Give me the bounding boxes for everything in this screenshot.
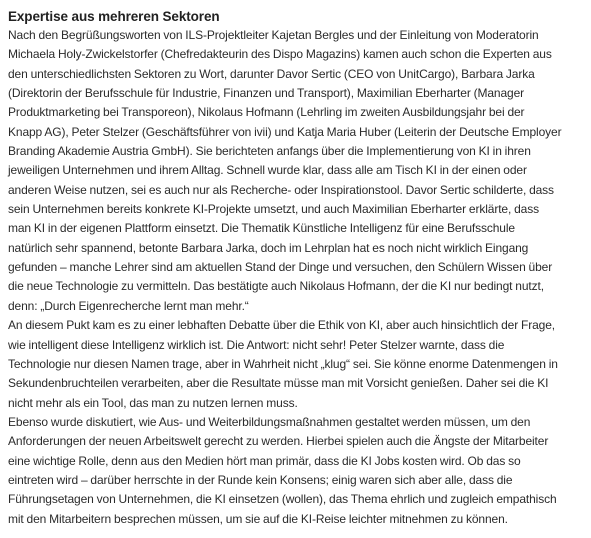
paragraph [8,26,591,316]
text-line: man KI in der eigenen Plattform einsetzt. Die Thematik Künstliche Intelligenz für eine Berufsschule [8,221,515,236]
text-line: mit den Mitarbeitern besprechen müssen, um sie auf die KI-Reise leichter mitnehmen zu können. [8,511,508,526]
text-line: Knapp AG), Peter Stelzer (Geschäftsführer von ivii) und Katja Maria Huber (Leiterin der Deutsche Employer [8,124,562,139]
text-line: Michaela Holy-Zwickelstorfer (Chefredakteurin des Dispo Magazins) kamen auch schon die Experten aus [8,47,552,62]
text-line: Sekundenbruchteilen verarbeiten, aber die Resultate müsse man mit Vorsicht genießen. Daher sei die KI [8,376,549,391]
section-heading: Expertise aus mehreren Sektoren [8,9,220,24]
text-line: jeweiligen Unternehmen und ihrem Alltag. Schnell wurde klar, dass alle am Tisch KI in der einen oder [8,163,527,178]
text-line: Ebenso wurde diskutiert, wie Aus- und Weiterbildungsmaßnahmen gestaltet werden müssen, um den [8,414,531,429]
text-line: Führungsetagen von Unternehmen, die KI einsetzen (wollen), das Thema ehrlich und zugleich empathisch [8,492,557,507]
text-line: denn: „Durch Eigenrecherche lernt man mehr.“ [8,298,249,313]
text-line: anderen Weise nutzen, sei es auch nur als Recherche- oder Inspirationstool. Davor Sertic schilderte, dass [8,182,554,197]
text-line: nicht mehr als ein Tool, das man zu nutzen lernen muss. [8,395,298,410]
text-line: Nach den Begrüßungsworten von ILS-Projektleiter Kajetan Bergles und der Einleitung von Moderatorin [8,28,539,42]
text-line: sein Unternehmen bereits konkrete KI-Projekte umsetzt, und auch Maximilian Eberharter erklärte, dass [8,202,539,217]
text-line: die neue Technologie zu vermitteln. Das bestätigte auch Nikolaus Hofmann, der die KI nur bedingt nutzt, [8,279,544,294]
text-line: eintreten wird – darüber herrschte in der Runde kein Konsens; einig waren sich aber alle, dass die [8,472,513,487]
text-line: gefunden – manche Lehrer sind am aktuellen Stand der Dinge und versuchen, den Schülern Wissen über [8,260,553,275]
article-body [8,26,591,529]
text-line: eine wichtige Rolle, denn aus den Medien hört man primär, dass die KI Jobs kosten wird. Ob das so [8,453,521,468]
text-line: den unterschiedlichsten Sektoren zu Wort, darunter Davor Sertic (CEO von UnitCargo), Barbara Jarka [8,66,535,81]
text-line: natürlich sehr spannend, betonte Barbara Jarka, doch im Lehrplan hat es noch nicht wirklich Eingang [8,240,529,255]
text-line: wie intelligent diese Intelligenz wirklich ist. Die Antwort: nicht sehr! Peter Stelzer warnte, dass die [8,337,505,352]
text-line: Anforderungen der neuen Arbeitswelt gerecht zu werden. Hierbei spielen auch die Ängste der Mitarbeiter [8,434,549,449]
text-line: Technologie nur diesen Namen trage, aber in Wahrheit nicht „klug“ sei. Sie könne enorme Datenmengen in [8,356,558,371]
text-line: Branding Akademie Austria GmbH). Sie berichteten anfangs über die Implementierung von KI in ihren [8,144,531,159]
text-line: Produktmarketing bei Transporeon), Nikolaus Hofmann (Lehrling im zweiten Ausbildungsjahr bei der [8,105,525,120]
paragraph [8,413,591,529]
paragraph [8,316,591,413]
text-line: An diesem Pukt kam es zu einer lebhaften Debatte über die Ethik von KI, aber auch hinsichtlich der Frage, [8,318,555,333]
text-line: (Direktorin der Berufsschule für Industrie, Finanzen und Transport), Maximilian Eberharter (Manager [8,86,525,101]
